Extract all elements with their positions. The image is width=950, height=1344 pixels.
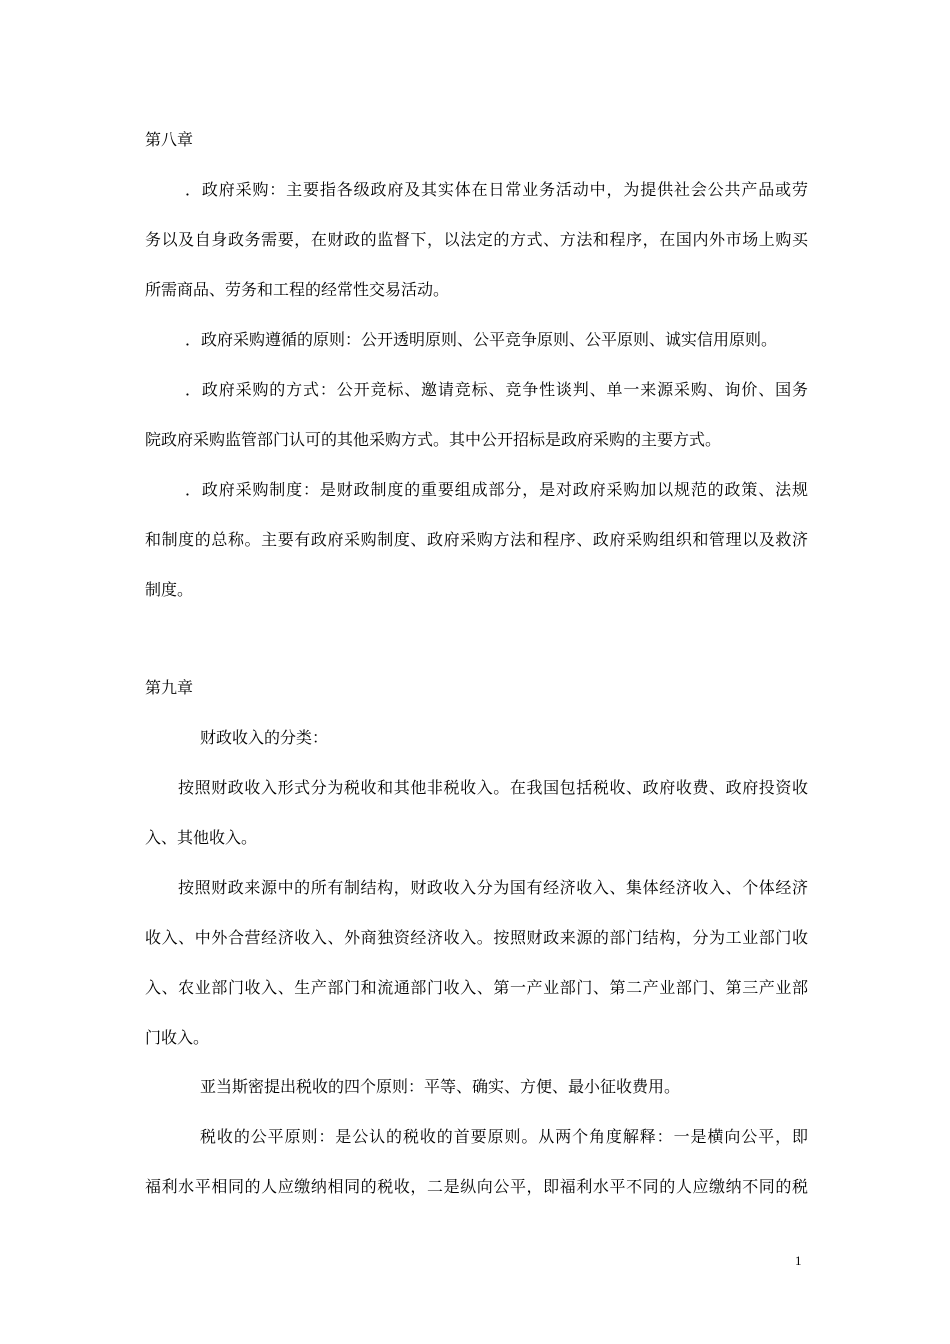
ch9-heading: 财政收入的分类： [200,728,329,747]
ch9-p2-line1: 按照财政来源中的所有制结构，财政收入分为国有经济收入、集体经济收入、个体经济 [178,878,808,897]
ch9-p2-line4: 门收入。 [145,1028,210,1047]
ch8-p1-line1: ．政府采购：主要指各级政府及其实体在日常业务活动中，为提供社会公共产品或劳 [185,180,808,199]
ch9-p1-line2: 入、其他收入。 [145,828,258,847]
ch8-p2: ．政府采购遵循的原则：公开透明原则、公平竞争原则、公平原则、诚实信用原则。 [185,330,778,349]
ch8-p4-line2: 和制度的总称。主要有政府采购制度、政府采购方法和程序、政府采购组织和管理以及救济 [145,530,808,549]
ch8-p3-line1: ．政府采购的方式：公开竞标、邀请竞标、竞争性谈判、单一来源采购、询价、国务 [185,380,808,399]
ch9-p2-line2: 收入、中外合营经济收入、外商独资经济收入。按照财政来源的部门结构，分为工业部门收 [145,928,808,947]
ch8-p1-line2: 务以及自身政务需要，在财政的监督下，以法定的方式、方法和程序，在国内外市场上购买 [145,230,808,249]
ch8-p4-line3: 制度。 [145,580,194,599]
ch8-p4-line1: ．政府采购制度：是财政制度的重要组成部分，是对政府采购加以规范的政策、法规 [185,480,808,499]
ch8-p3-line2: 院政府采购监管部门认可的其他采购方式。其中公开招标是政府采购的主要方式。 [145,430,722,449]
page-number: 1 [795,1253,802,1268]
chapter-9-title: 第九章 [145,678,194,697]
ch8-p1-line3: 所需商品、劳务和工程的经常性交易活动。 [145,280,450,299]
ch9-p4-line2: 福利水平相同的人应缴纳相同的税收，二是纵向公平，即福利水平不同的人应缴纳不同的税 [145,1177,808,1196]
ch9-p3: 亚当斯密提出税收的四个原则：平等、确实、方便、最小征收费用。 [200,1077,681,1096]
chapter-8-title: 第八章 [145,130,194,149]
ch9-p4-line1: 税收的公平原则：是公认的税收的首要原则。从两个角度解释：一是横向公平，即 [200,1127,808,1146]
ch9-p2-line3: 入、农业部门收入、生产部门和流通部门收入、第一产业部门、第二产业部门、第三产业部 [145,978,808,997]
ch9-p1-line1: 按照财政收入形式分为税收和其他非税收入。在我国包括税收、政府收费、政府投资收 [178,778,808,797]
